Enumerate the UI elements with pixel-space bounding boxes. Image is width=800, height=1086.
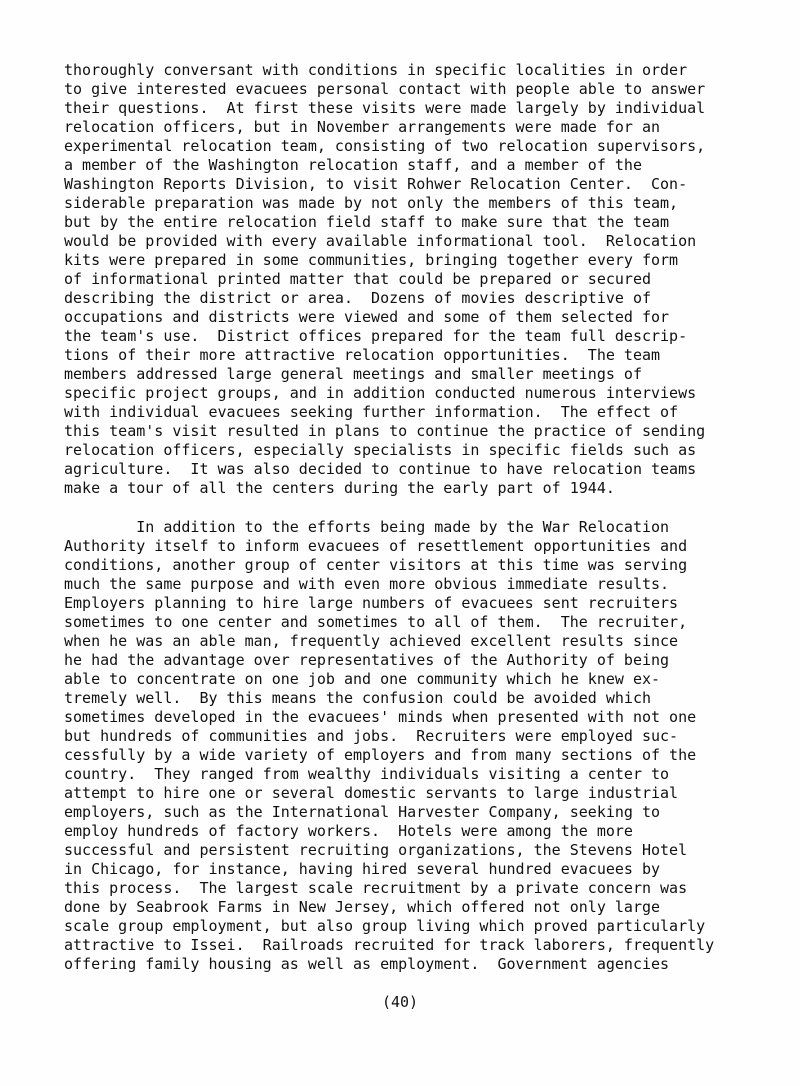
text-line: when he was an able man, frequently achieved excellent results since <box>64 632 679 650</box>
text-line: kits were prepared in some communities, bringing together every form <box>64 251 679 269</box>
text-line: tions of their more attractive relocation opportunities. The team <box>64 346 661 364</box>
text-line: cessfully by a wide variety of employers and from many sections of the <box>64 746 697 764</box>
text-line: would be provided with every available informational tool. Relocation <box>64 232 697 250</box>
text-line: offering family housing as well as employment. Government agencies <box>64 955 670 973</box>
text-line: relocation officers, especially specialists in specific fields such as <box>64 441 697 459</box>
text-line: Washington Reports Division, to visit Rohwer Relocation Center. Con- <box>64 175 688 193</box>
page-number: (40) <box>381 993 419 1011</box>
text-line: agriculture. It was also decided to continue to have relocation teams <box>64 460 697 478</box>
text-line: the team's use. District offices prepared for the team full descrip- <box>64 327 688 345</box>
text-line: scale group employment, but also group living which proved particularly <box>64 917 706 935</box>
text-line: Employers planning to hire large numbers of evacuees sent recruiters <box>64 594 679 612</box>
paragraph-1 <box>64 61 764 498</box>
text-line: but hundreds of communities and jobs. Recruiters were employed suc- <box>64 727 679 745</box>
text-line: much the same purpose and with even more obvious immediate results. <box>64 575 670 593</box>
text-line: sometimes developed in the evacuees' minds when presented with not one <box>64 708 697 726</box>
text-line: attractive to Issei. Railroads recruited for track laborers, frequently <box>64 936 715 954</box>
text-line: siderable preparation was made by not only the members of this team, <box>64 194 679 212</box>
text-line: employers, such as the International Harvester Company, seeking to <box>64 803 661 821</box>
text-line: In addition to the efforts being made by the War Relocation <box>64 518 670 536</box>
text-line: members addressed large general meetings and smaller meetings of <box>64 365 642 383</box>
text-line: able to concentrate on one job and one community which he knew ex- <box>64 670 661 688</box>
text-line: attempt to hire one or several domestic servants to large industrial <box>64 784 679 802</box>
text-line: Authority itself to inform evacuees of resettlement opportunities and <box>64 537 688 555</box>
text-line: describing the district or area. Dozens of movies descriptive of <box>64 289 651 307</box>
text-line: country. They ranged from wealthy individuals visiting a center to <box>64 765 670 783</box>
text-line: sometimes to one center and sometimes to all of them. The recruiter, <box>64 613 688 631</box>
text-line: occupations and districts were viewed and some of them selected for <box>64 308 670 326</box>
text-line: make a tour of all the centers during the early part of 1944. <box>64 479 615 497</box>
text-line: their questions. At first these visits were made largely by individual <box>64 99 706 117</box>
text-line: done by Seabrook Farms in New Jersey, which offered not only large <box>64 898 661 916</box>
text-line: experimental relocation team, consisting of two relocation supervisors, <box>64 137 706 155</box>
text-line: conditions, another group of center visitors at this time was serving <box>64 556 688 574</box>
text-line: with individual evacuees seeking further information. The effect of <box>64 403 679 421</box>
text-line: he had the advantage over representatives of the Authority of being <box>64 651 670 669</box>
text-line: of informational printed matter that could be prepared or secured <box>64 270 651 288</box>
text-line: to give interested evacuees personal contact with people able to answer <box>64 80 706 98</box>
text-line: but by the entire relocation field staff to make sure that the team <box>64 213 670 231</box>
text-line: tremely well. By this means the confusion could be avoided which <box>64 689 651 707</box>
text-line: thoroughly conversant with conditions in specific localities in order <box>64 61 688 79</box>
paragraph-2 <box>64 518 764 974</box>
text-line: relocation officers, but in November arrangements were made for an <box>64 118 661 136</box>
text-line: this team's visit resulted in plans to continue the practice of sending <box>64 422 706 440</box>
text-line: a member of the Washington relocation staff, and a member of the <box>64 156 642 174</box>
text-line: successful and persistent recruiting organizations, the Stevens Hotel <box>64 841 688 859</box>
text-line: employ hundreds of factory workers. Hotels were among the more <box>64 822 633 840</box>
text-line: specific project groups, and in addition conducted numerous interviews <box>64 384 697 402</box>
text-line: this process. The largest scale recruitment by a private concern was <box>64 879 688 897</box>
text-line: in Chicago, for instance, having hired several hundred evacuees by <box>64 860 661 878</box>
